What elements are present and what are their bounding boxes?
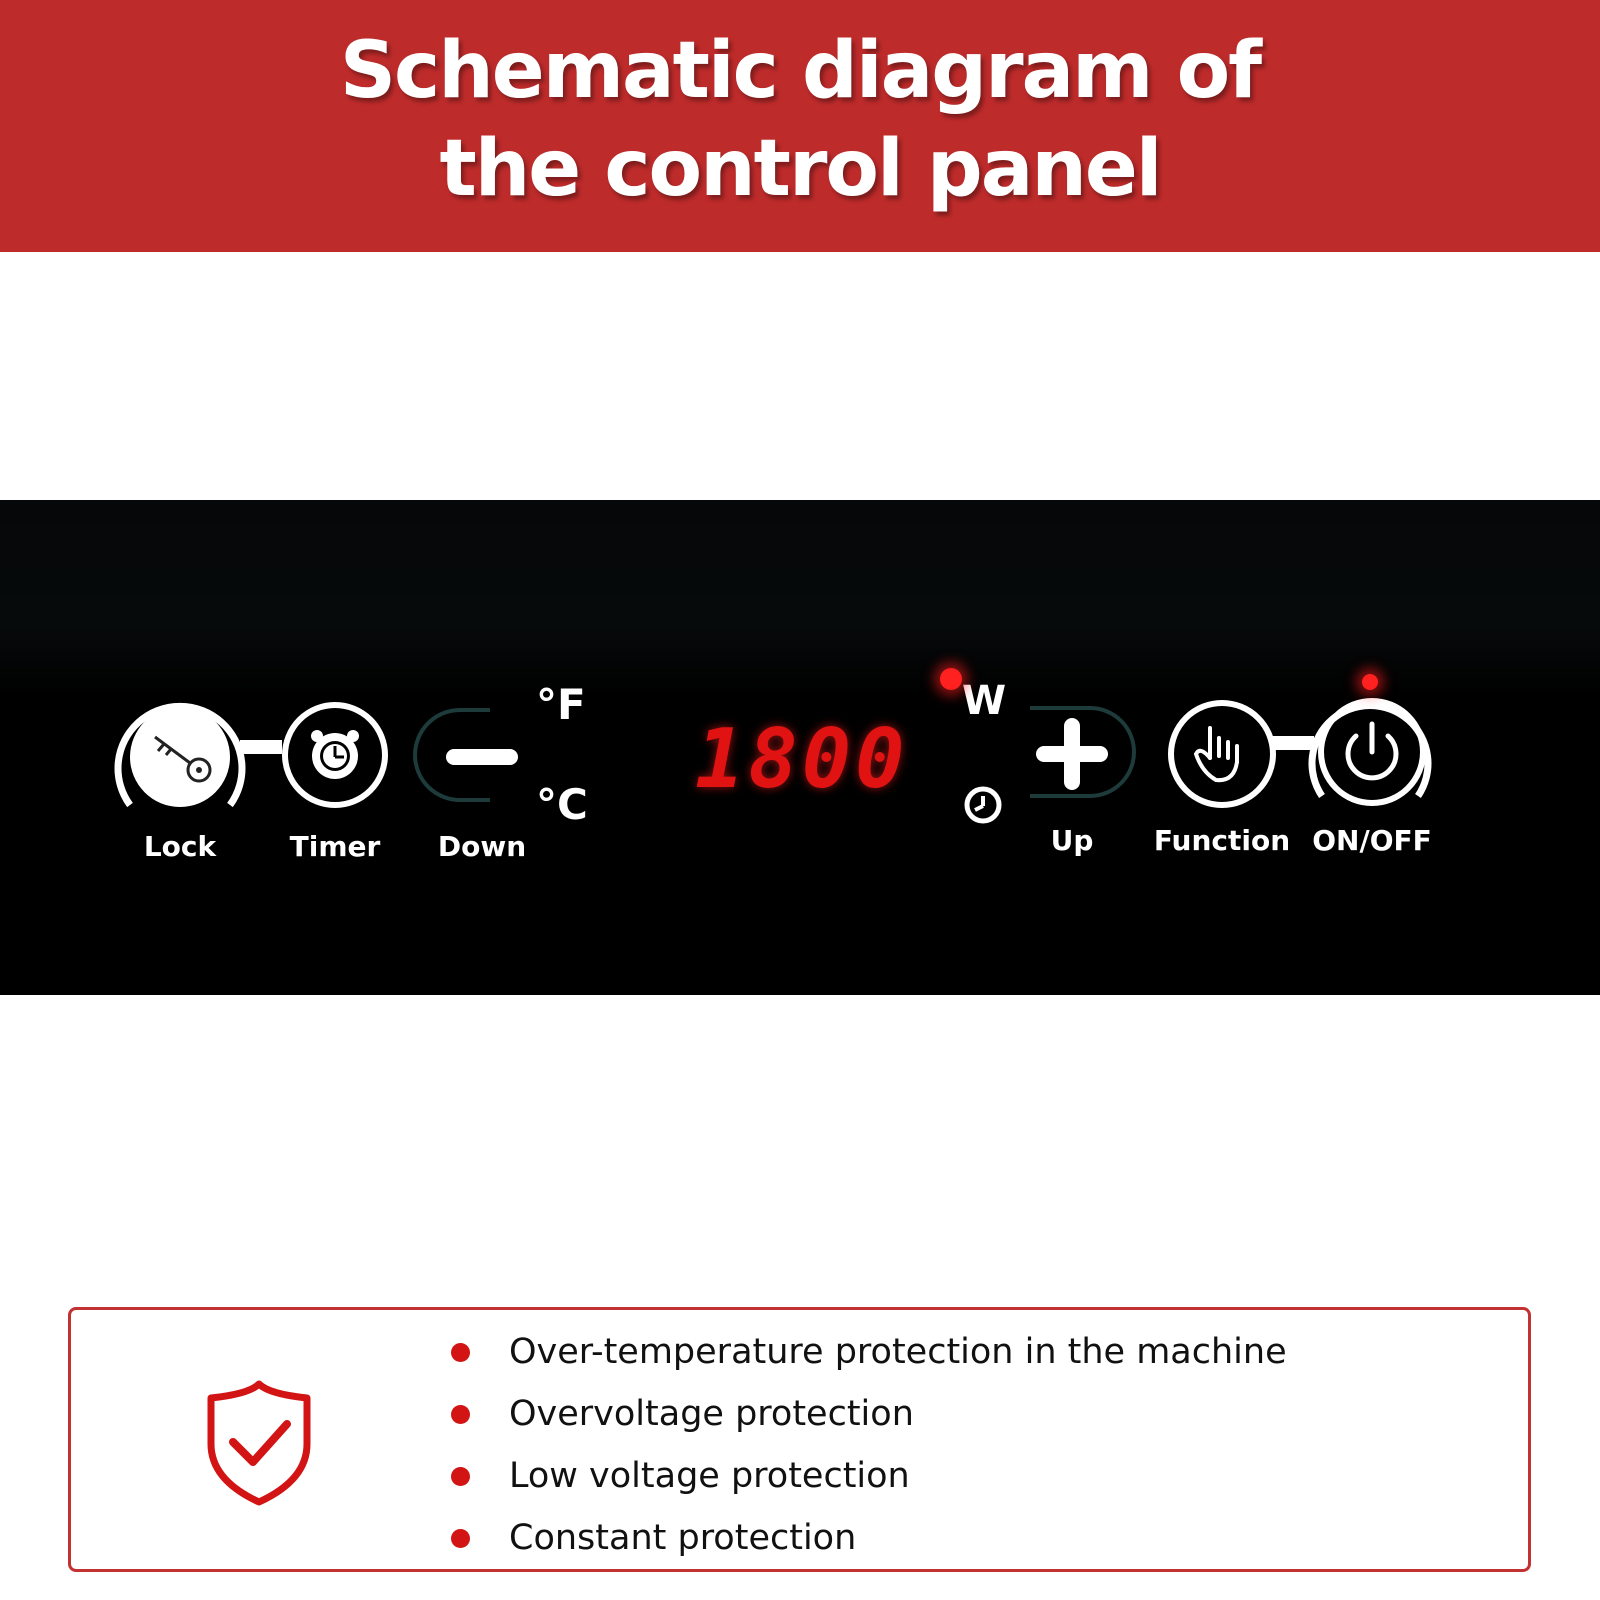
minus-icon bbox=[446, 749, 518, 765]
bullet-icon bbox=[451, 1405, 470, 1424]
lock-button[interactable] bbox=[118, 706, 242, 807]
control-panel bbox=[0, 500, 1600, 995]
alarm-clock-icon bbox=[311, 730, 359, 779]
function-button[interactable] bbox=[1171, 703, 1273, 805]
list-item bbox=[451, 1518, 1287, 1580]
bullet-icon bbox=[451, 1467, 470, 1486]
feature-text: Low voltage protection bbox=[509, 1456, 910, 1496]
list-item bbox=[451, 1394, 1287, 1456]
function-power-connector bbox=[1272, 736, 1314, 750]
feature-text: Overvoltage protection bbox=[509, 1394, 914, 1434]
header-banner bbox=[0, 0, 1600, 252]
lock-label: Lock bbox=[143, 830, 217, 863]
list-item bbox=[451, 1332, 1287, 1394]
list-item bbox=[451, 1456, 1287, 1518]
power-icon bbox=[1348, 724, 1396, 778]
power-display: 1800 bbox=[695, 712, 909, 807]
protection-features-box bbox=[68, 1307, 1531, 1572]
down-label: Down bbox=[437, 830, 527, 863]
shield-check-icon bbox=[203, 1378, 315, 1508]
watt-unit: W bbox=[962, 678, 1007, 724]
timer-button[interactable] bbox=[285, 705, 385, 805]
plus-icon bbox=[1036, 718, 1108, 790]
watt-indicator-led bbox=[940, 668, 962, 690]
power-indicator-led bbox=[1362, 674, 1378, 690]
celsius-unit: °C bbox=[536, 780, 588, 829]
feature-list bbox=[451, 1332, 1287, 1580]
timer-label: Timer bbox=[289, 830, 381, 863]
hand-touch-icon bbox=[1196, 728, 1237, 780]
down-button[interactable] bbox=[415, 710, 518, 800]
feature-text: Constant protection bbox=[509, 1518, 857, 1558]
bullet-icon bbox=[451, 1343, 470, 1362]
timer-mode-icon bbox=[967, 789, 999, 821]
page-title-line2: the control panel bbox=[439, 124, 1161, 214]
fahrenheit-unit: °F bbox=[536, 680, 586, 729]
bullet-icon bbox=[451, 1529, 470, 1548]
power-button[interactable] bbox=[1312, 701, 1428, 803]
feature-text: Over-temperature protection in the machine bbox=[509, 1332, 1287, 1372]
onoff-label: ON/OFF bbox=[1312, 824, 1432, 857]
lock-timer-connector bbox=[240, 740, 282, 754]
up-label: Up bbox=[1050, 824, 1094, 857]
function-label: Function bbox=[1153, 824, 1291, 857]
page-title-line1: Schematic diagram of bbox=[339, 26, 1261, 116]
up-button[interactable] bbox=[1030, 708, 1134, 796]
